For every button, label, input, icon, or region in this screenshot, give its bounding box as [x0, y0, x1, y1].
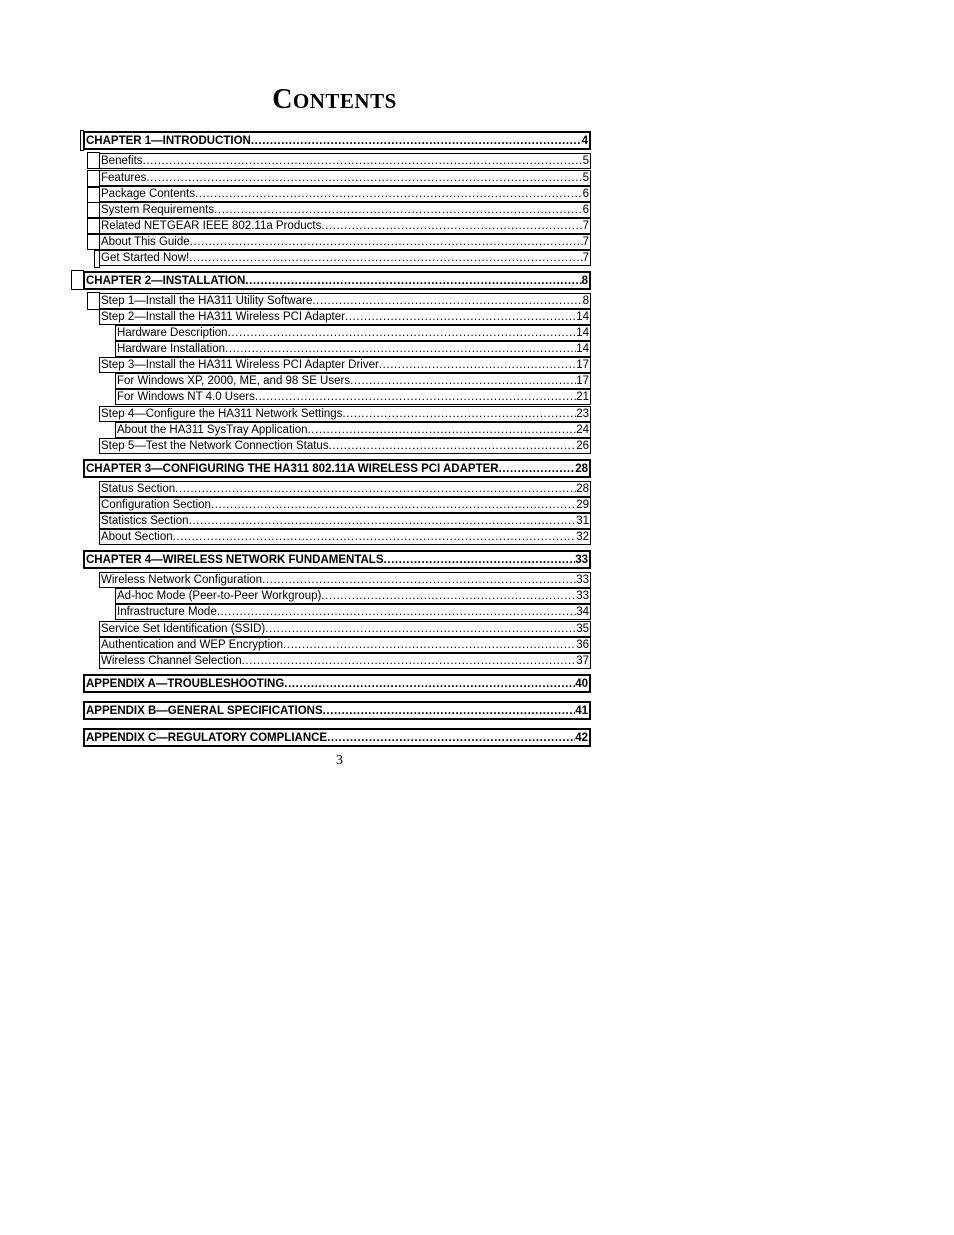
toc-entry[interactable]: About This Guide ..... 7 [99, 234, 591, 250]
toc-entry[interactable]: Authentication and WEP Encryption ..... 36 [99, 637, 591, 653]
toc-entry-chapter-3[interactable]: CHAPTER 3—CONFIGURING THE HA311 802.11A WIRELESS PCI ADAPTER ..... 28 [83, 459, 591, 478]
toc-entry[interactable]: Hardware Description ..... 14 [115, 325, 591, 341]
toc-entry[interactable]: Step 3—Install the HA311 Wireless PCI Adapter Driver ..... 17 [99, 357, 591, 373]
toc-entry[interactable]: Benefits ..... 5 [99, 153, 591, 169]
toc-entry-chapter-4[interactable]: CHAPTER 4—WIRELESS NETWORK FUNDAMENTALS ..... 33 [83, 550, 591, 569]
page-number: 3 [336, 753, 343, 768]
toc-entry[interactable]: Configuration Section ..... 29 [99, 497, 591, 513]
toc-entry[interactable]: For Windows XP, 2000, ME, and 98 SE Users ..... 17 [115, 373, 591, 389]
toc-entry[interactable]: Step 2—Install the HA311 Wireless PCI Adapter ..... 14 [99, 309, 591, 325]
toc-entry[interactable]: About the HA311 SysTray Application ..... 24 [115, 422, 591, 438]
toc-entry-appendix-a[interactable]: APPENDIX A—TROUBLESHOOTING ..... 40 [83, 674, 591, 693]
toc-entry[interactable]: Step 5—Test the Network Connection Status ..... 26 [99, 438, 591, 454]
toc-entry[interactable]: Step 1—Install the HA311 Utility Software ..... 8 [99, 293, 591, 309]
toc-entry-appendix-c[interactable]: APPENDIX C—REGULATORY COMPLIANCE ..... 42 [83, 728, 591, 747]
toc-entry-appendix-b[interactable]: APPENDIX B—GENERAL SPECIFICATIONS ..... 41 [83, 701, 591, 720]
toc-entry[interactable]: System Requirements ..... 6 [99, 202, 591, 218]
toc-entry-chapter-2[interactable]: CHAPTER 2—INSTALLATION ..... 8 [83, 271, 591, 290]
toc-entry[interactable]: Get Started Now! ..... 7 [99, 250, 591, 266]
toc-entry[interactable]: For Windows NT 4.0 Users ..... 21 [115, 389, 591, 405]
toc-entry[interactable]: Ad-hoc Mode (Peer-to-Peer Workgroup) ..... 33 [115, 588, 591, 604]
toc-entry[interactable]: Features ..... 5 [99, 170, 591, 186]
toc-entry[interactable]: Wireless Network Configuration ..... 33 [99, 572, 591, 588]
toc-entry[interactable]: Infrastructure Mode ..... 34 [115, 604, 591, 620]
toc-entry[interactable]: About Section ..... 32 [99, 529, 591, 545]
toc-entry[interactable]: Hardware Installation ..... 14 [115, 341, 591, 357]
toc-entry[interactable]: Service Set Identification (SSID) ..... 35 [99, 621, 591, 637]
toc-entry[interactable]: Related NETGEAR IEEE 802.11a Products ..... 7 [99, 218, 591, 234]
toc-entry[interactable]: Wireless Channel Selection ..... 37 [99, 653, 591, 669]
toc-entry[interactable]: Step 4—Configure the HA311 Network Settings ..... 23 [99, 406, 591, 422]
title-rest: ONTENTS [292, 89, 397, 113]
toc-entry[interactable]: Status Section ..... 28 [99, 481, 591, 497]
title-initial: C [272, 84, 293, 115]
toc-entry[interactable]: Package Contents ..... 6 [99, 186, 591, 202]
toc-entry[interactable]: Statistics Section ..... 31 [99, 513, 591, 529]
toc-entry-chapter-1[interactable]: CHAPTER 1—INTRODUCTION ..... 4 [83, 131, 591, 150]
